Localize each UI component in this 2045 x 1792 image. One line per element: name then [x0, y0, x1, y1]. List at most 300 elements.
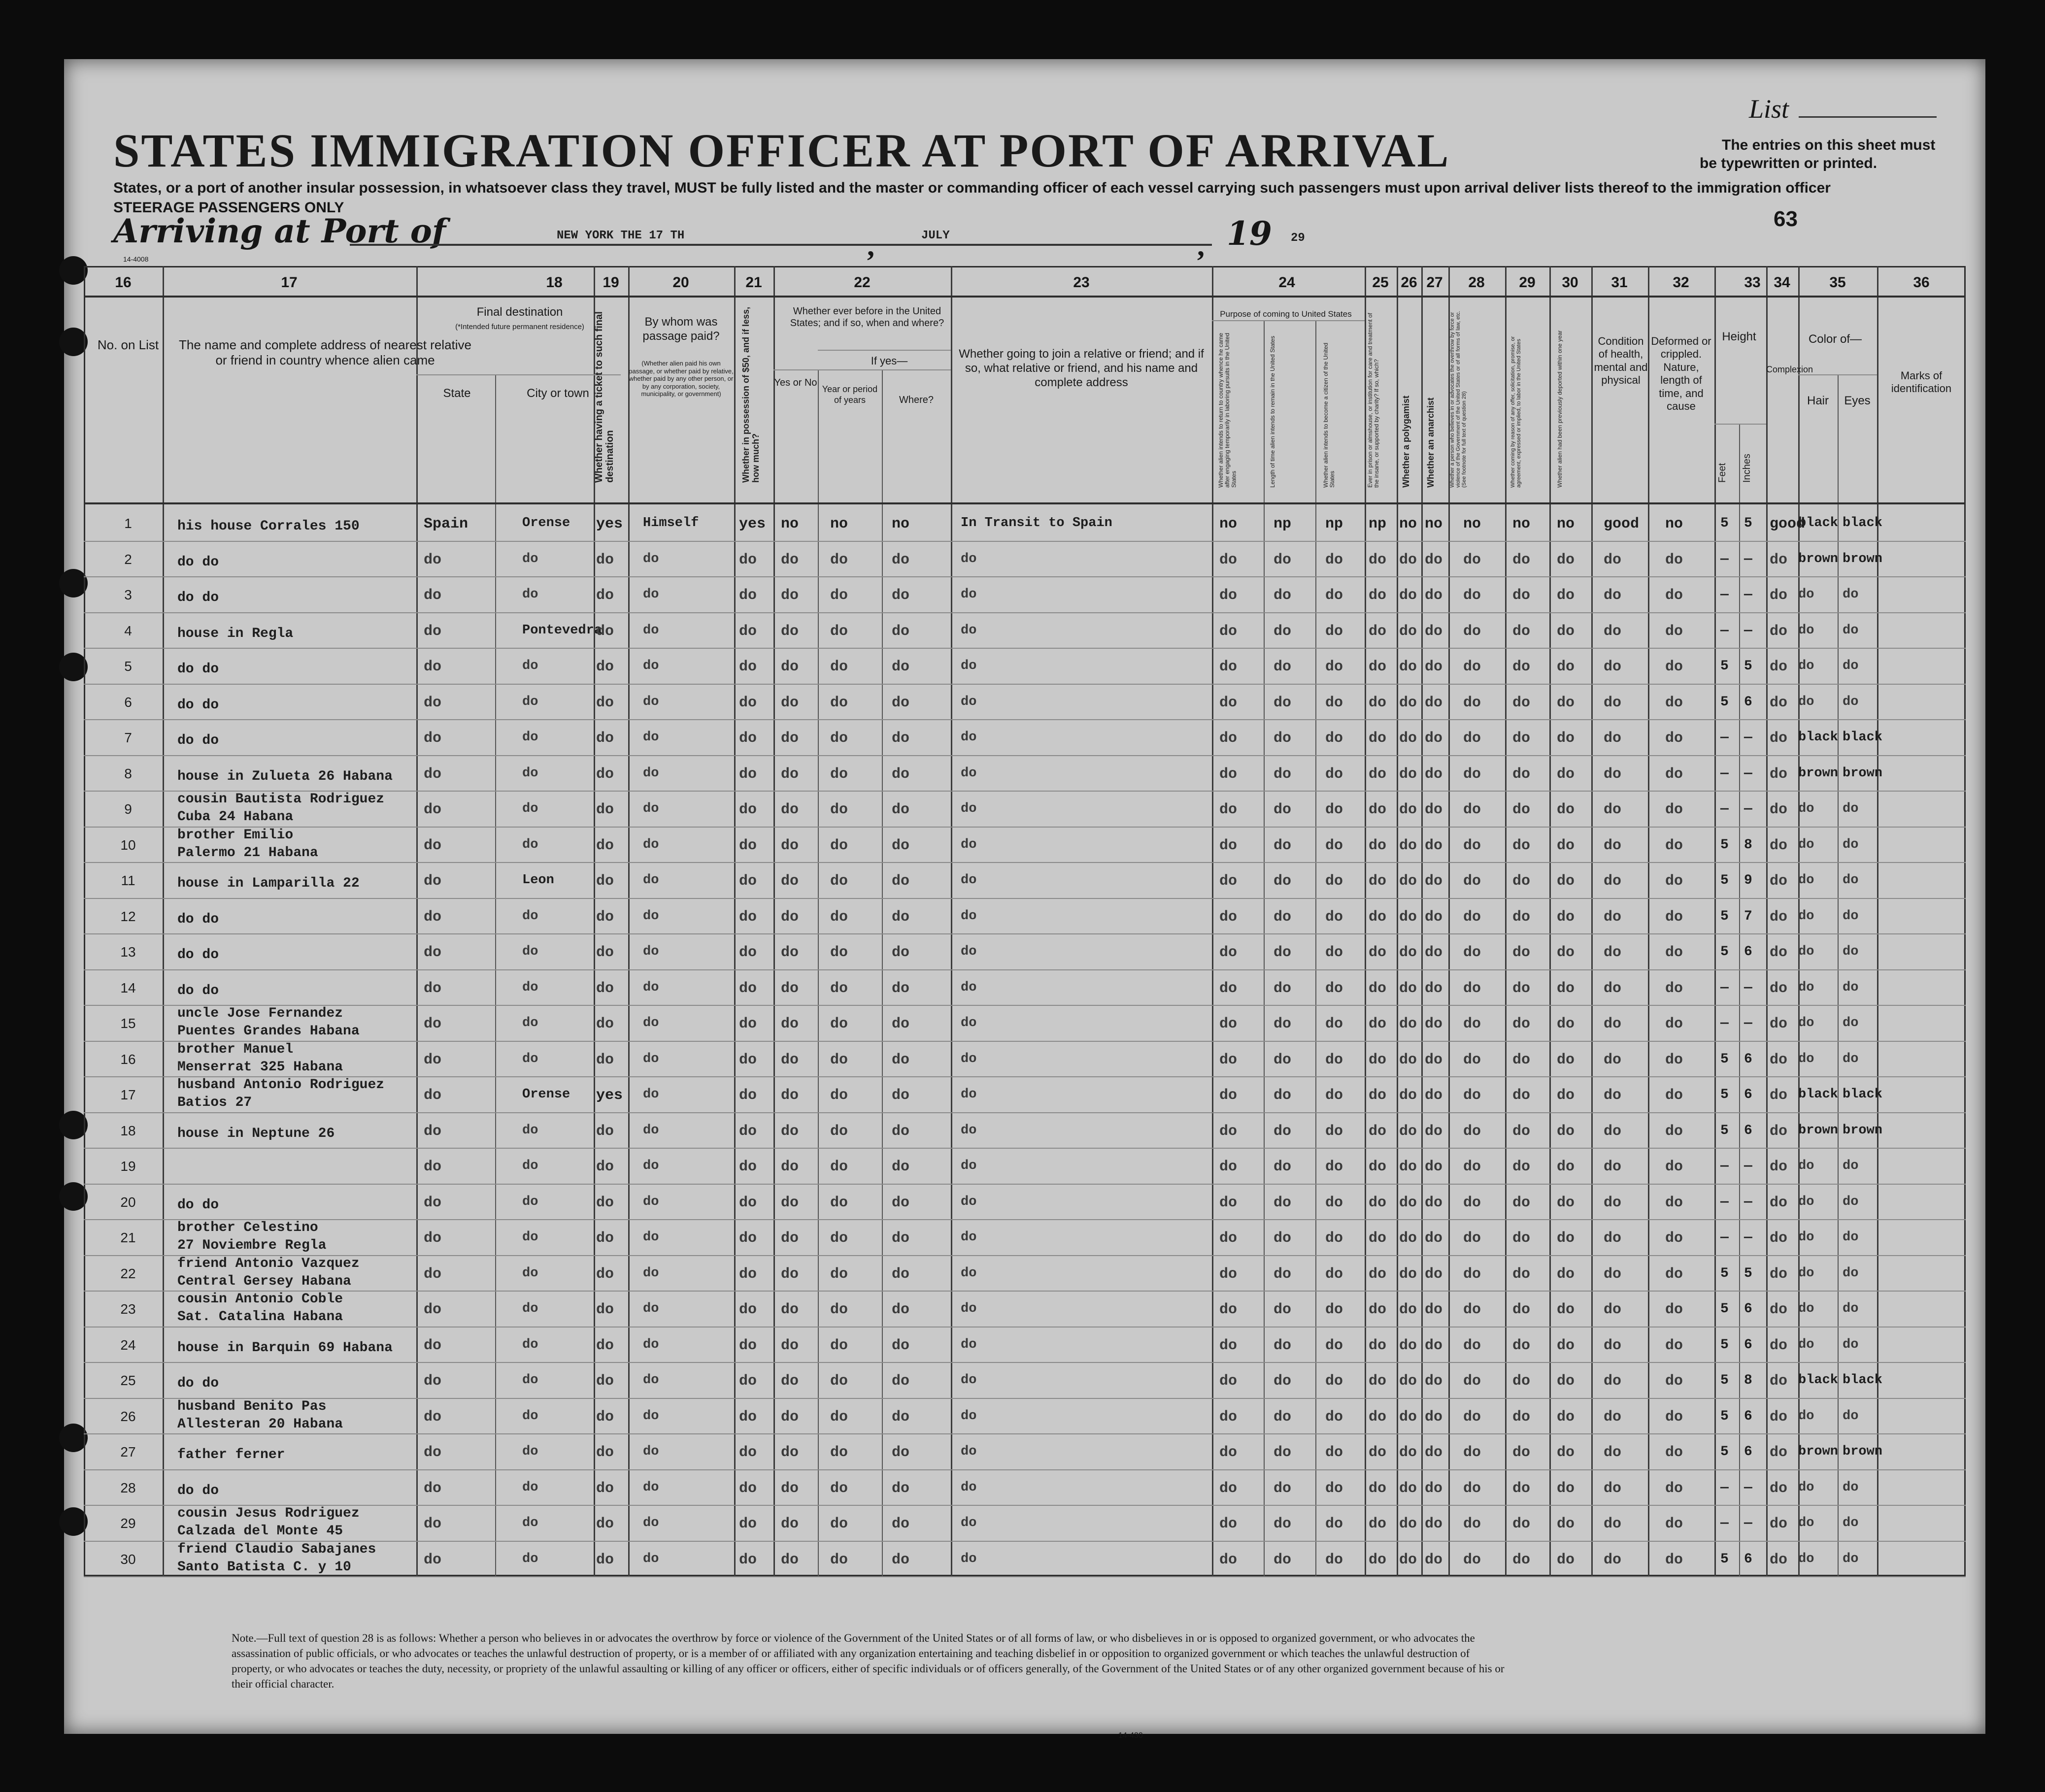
row-fifty-dollars: do — [739, 695, 757, 711]
row-join: do — [961, 980, 977, 995]
row-ever-before: do — [781, 1373, 799, 1390]
row-q30: do — [1557, 1409, 1575, 1426]
row-relative-name: do do — [177, 1197, 219, 1213]
row-purpose-c: do — [1325, 659, 1343, 675]
typewriter-note-1: The entries on this sheet must — [1722, 137, 1936, 153]
row-relative-address: Menserrat 325 Habana — [177, 1060, 343, 1075]
row-purpose-c: do — [1325, 873, 1343, 890]
row-height-inches: — — [1744, 552, 1752, 567]
row-complexion: do — [1770, 1195, 1788, 1211]
row-prison: do — [1369, 1337, 1387, 1354]
table-row — [64, 862, 1985, 898]
row-year-period: do — [830, 1123, 848, 1140]
row-number: 30 — [120, 1552, 136, 1567]
row-health: do — [1604, 1052, 1622, 1068]
row-deformed: do — [1665, 1409, 1683, 1426]
row-year-period: do — [830, 980, 848, 997]
table-row — [64, 1469, 1985, 1505]
row-join: do — [961, 1337, 977, 1352]
row-purpose-a: do — [1219, 1266, 1238, 1283]
row-ever-before: do — [781, 1159, 799, 1175]
row-year-period: do — [830, 1052, 848, 1068]
header-prison: Ever in prison or almshouse, or institution for care and treatment of the insane, or supported by charity? If so, which? — [1367, 313, 1380, 488]
row-hair: do — [1798, 1409, 1814, 1424]
row-q30: do — [1557, 1516, 1575, 1532]
row-q29: do — [1512, 587, 1531, 604]
row-fifty-dollars: do — [739, 1444, 757, 1461]
row-polygamist: do — [1399, 552, 1417, 568]
row-join: do — [961, 1230, 977, 1245]
row-ticket: do — [596, 1052, 614, 1068]
row-number: 18 — [120, 1123, 136, 1138]
row-where: do — [892, 980, 910, 997]
row-complexion: do — [1770, 944, 1788, 961]
row-number: 22 — [120, 1266, 136, 1281]
row-q30: do — [1557, 980, 1575, 997]
row-height-feet: 5 — [1720, 1373, 1729, 1388]
row-height-inches: — — [1744, 587, 1752, 602]
row-hair: black — [1798, 516, 1839, 531]
row-anarchist: do — [1425, 1230, 1443, 1247]
header-year-period: Year or period of years — [822, 384, 878, 405]
header-ever-before: Whether ever before in the United States; and if so, when and where? — [790, 306, 944, 329]
row-height-feet: 5 — [1720, 659, 1729, 674]
row-relative-name: do do — [177, 947, 219, 962]
row-fifty-dollars: do — [739, 944, 757, 961]
header-divider — [1714, 424, 1766, 425]
row-polygamist: do — [1399, 837, 1417, 854]
row-complexion: do — [1770, 1337, 1788, 1354]
row-eyes: do — [1843, 1480, 1859, 1495]
row-ticket: do — [596, 587, 614, 604]
row-fifty-dollars: do — [739, 730, 757, 747]
row-ticket: do — [596, 980, 614, 997]
row-health: do — [1604, 909, 1622, 926]
row-q30: do — [1557, 1016, 1575, 1032]
row-complexion: do — [1770, 623, 1788, 640]
row-ticket: do — [596, 1552, 614, 1568]
row-height-inches: — — [1744, 801, 1752, 817]
table-row — [64, 684, 1985, 720]
row-fifty-dollars: do — [739, 1123, 757, 1140]
row-prison: do — [1369, 1301, 1387, 1318]
row-ticket: do — [596, 766, 614, 783]
row-complexion: do — [1770, 552, 1788, 568]
row-year-period: do — [830, 1337, 848, 1354]
row-purpose-b: do — [1274, 873, 1292, 890]
header-final-destination-sub: (*Intended future permanent residence) — [455, 323, 584, 331]
row-health: do — [1604, 1480, 1622, 1497]
column-number: 20 — [672, 274, 689, 291]
row-eyes: brown — [1843, 552, 1883, 566]
row-state: do — [424, 1409, 442, 1426]
row-purpose-a: do — [1219, 552, 1238, 568]
row-fifty-dollars: do — [739, 1480, 757, 1497]
row-q28: do — [1463, 1480, 1481, 1497]
row-relative-name: do do — [177, 1376, 219, 1391]
row-purpose-c: do — [1325, 909, 1343, 926]
row-ticket: do — [596, 552, 614, 568]
row-ever-before: do — [781, 695, 799, 711]
row-relative-name: brother Manuel — [177, 1042, 294, 1057]
row-q28: do — [1463, 980, 1481, 997]
row-passage-paid: do — [643, 1444, 659, 1459]
row-ever-before: do — [781, 730, 799, 747]
row-relative-address: Calzada del Monte 45 — [177, 1524, 343, 1539]
table-row — [64, 1398, 1985, 1434]
row-city: do — [522, 1444, 538, 1459]
row-health: do — [1604, 1337, 1622, 1354]
row-anarchist: do — [1425, 587, 1443, 604]
row-q28: do — [1463, 1337, 1481, 1354]
row-number: 16 — [120, 1052, 136, 1067]
row-health: do — [1604, 1230, 1622, 1247]
table-row — [64, 1433, 1985, 1469]
row-state: do — [424, 1016, 442, 1032]
row-state: do — [424, 766, 442, 783]
row-fifty-dollars: do — [739, 659, 757, 675]
row-year-period: do — [830, 1552, 848, 1568]
row-q28: do — [1463, 1409, 1481, 1426]
row-polygamist: do — [1399, 623, 1417, 640]
column-number: 24 — [1278, 274, 1295, 291]
row-height-inches: 6 — [1744, 695, 1752, 710]
row-ever-before: no — [781, 516, 799, 532]
row-q28: do — [1463, 1230, 1481, 1247]
header-final-destination: Final destination — [476, 305, 563, 319]
row-purpose-a: do — [1219, 659, 1238, 675]
row-purpose-b: do — [1274, 766, 1292, 783]
row-prison: do — [1369, 1444, 1387, 1461]
row-eyes: do — [1843, 1552, 1859, 1566]
row-ticket: do — [596, 659, 614, 675]
row-q30: do — [1557, 801, 1575, 818]
row-polygamist: do — [1399, 1195, 1417, 1211]
row-q29: do — [1512, 766, 1531, 783]
row-purpose-b: do — [1274, 1301, 1292, 1318]
row-year-period: do — [830, 1516, 848, 1532]
row-prison: do — [1369, 837, 1387, 854]
row-height-feet: 5 — [1720, 516, 1729, 531]
row-ticket: do — [596, 1337, 614, 1354]
row-purpose-c: do — [1325, 1480, 1343, 1497]
row-q29: do — [1512, 730, 1531, 747]
row-ever-before: do — [781, 1409, 799, 1426]
row-prison: do — [1369, 1480, 1387, 1497]
row-purpose-b: do — [1274, 1016, 1292, 1032]
row-height-inches: 6 — [1744, 1301, 1752, 1317]
row-hair: black — [1798, 1087, 1839, 1102]
row-purpose-a: do — [1219, 1016, 1238, 1032]
row-q28: do — [1463, 730, 1481, 747]
header-fifty-dollars: Whether in possession of $50, and if less, how much? — [741, 306, 761, 483]
row-where: do — [892, 1480, 910, 1497]
row-number: 4 — [124, 623, 132, 638]
row-polygamist: do — [1399, 1230, 1417, 1247]
header-nearest-relative: The name and complete address of nearest relative or friend in country whence alien came — [178, 337, 471, 368]
row-purpose-b: do — [1274, 944, 1292, 961]
row-purpose-a: do — [1219, 623, 1238, 640]
row-ever-before: do — [781, 1195, 799, 1211]
row-purpose-c: do — [1325, 801, 1343, 818]
row-eyes: do — [1843, 873, 1859, 888]
row-height-inches: 9 — [1744, 873, 1752, 888]
row-health: do — [1604, 980, 1622, 997]
row-height-feet: 5 — [1720, 1087, 1729, 1102]
row-q30: do — [1557, 873, 1575, 890]
header-state: State — [443, 387, 471, 400]
row-q28: do — [1463, 837, 1481, 854]
table-row — [64, 1291, 1985, 1327]
row-eyes: do — [1843, 801, 1859, 816]
row-city: do — [522, 659, 538, 673]
row-eyes: brown — [1843, 1123, 1883, 1138]
column-number: 18 — [546, 274, 563, 291]
row-join: do — [961, 1195, 977, 1209]
row-number: 7 — [124, 730, 132, 745]
row-height-inches: — — [1744, 1480, 1752, 1495]
row-state: do — [424, 1266, 442, 1283]
row-deformed: do — [1665, 1195, 1683, 1211]
row-state: do — [424, 623, 442, 640]
row-height-feet: 5 — [1720, 873, 1729, 888]
row-anarchist: do — [1425, 1123, 1443, 1140]
row-q29: do — [1512, 801, 1531, 818]
row-relative-name: house in Zulueta 26 Habana — [177, 769, 393, 784]
row-complexion: do — [1770, 1301, 1788, 1318]
row-ticket: do — [596, 695, 614, 711]
row-purpose-b: do — [1274, 1409, 1292, 1426]
row-purpose-b: do — [1274, 1516, 1292, 1532]
row-relative-name: friend Claudio Sabajanes — [177, 1542, 376, 1557]
row-complexion: do — [1770, 659, 1788, 675]
row-prison: do — [1369, 1195, 1387, 1211]
row-relative-address: Santo Batista C. y 10 — [177, 1560, 351, 1575]
row-purpose-c: do — [1325, 1052, 1343, 1068]
row-year-period: do — [830, 1266, 848, 1283]
year-suffix: 29 — [1291, 232, 1305, 245]
row-deformed: do — [1665, 1480, 1683, 1497]
row-hair: do — [1798, 623, 1814, 638]
row-polygamist: do — [1399, 730, 1417, 747]
row-where: do — [892, 623, 910, 640]
row-q29: do — [1512, 1337, 1531, 1354]
row-join: do — [961, 801, 977, 816]
row-year-period: do — [830, 944, 848, 961]
row-polygamist: do — [1399, 766, 1417, 783]
row-q28: do — [1463, 1516, 1481, 1532]
row-join: do — [961, 944, 977, 959]
row-hair: do — [1798, 873, 1814, 888]
row-where: do — [892, 1230, 910, 1247]
header-yes-no: Yes or No — [774, 377, 817, 388]
row-hair: do — [1798, 1052, 1814, 1066]
row-anarchist: do — [1425, 1159, 1443, 1175]
row-passage-paid: do — [643, 909, 659, 924]
row-where: do — [892, 1159, 910, 1175]
row-deformed: do — [1665, 1087, 1683, 1104]
arriving-label: Arriving at Port of — [113, 212, 446, 250]
row-height-inches: — — [1744, 766, 1752, 781]
row-hair: do — [1798, 801, 1814, 816]
steerage-label: STEERAGE PASSENGERS ONLY — [113, 199, 344, 216]
row-q28: do — [1463, 1123, 1481, 1140]
row-deformed: do — [1665, 944, 1683, 961]
row-prison: do — [1369, 1159, 1387, 1175]
row-purpose-a: no — [1219, 516, 1238, 532]
row-year-period: do — [830, 1016, 848, 1032]
row-passage-paid: do — [643, 695, 659, 709]
row-year-period: do — [830, 1195, 848, 1211]
row-purpose-a: do — [1219, 1337, 1238, 1354]
row-prison: do — [1369, 1087, 1387, 1104]
row-prison: do — [1369, 1230, 1387, 1247]
row-purpose-a: do — [1219, 1087, 1238, 1104]
row-q28: do — [1463, 909, 1481, 926]
row-health: do — [1604, 837, 1622, 854]
row-purpose-a: do — [1219, 766, 1238, 783]
row-city: do — [522, 552, 538, 566]
row-q28: do — [1463, 1444, 1481, 1461]
row-purpose-b: do — [1274, 659, 1292, 675]
row-number: 19 — [120, 1159, 136, 1174]
row-height-feet: 5 — [1720, 1123, 1729, 1138]
row-purpose-a: do — [1219, 730, 1238, 747]
row-ever-before: do — [781, 1480, 799, 1497]
table-row — [64, 719, 1985, 755]
row-q30: do — [1557, 766, 1575, 783]
table-row — [64, 1076, 1985, 1112]
row-polygamist: do — [1399, 1052, 1417, 1068]
row-health: do — [1604, 1087, 1622, 1104]
row-health: do — [1604, 801, 1622, 818]
row-state: do — [424, 1052, 442, 1068]
row-city: do — [522, 1159, 538, 1173]
row-eyes: do — [1843, 659, 1859, 673]
row-relative-name: do do — [177, 555, 219, 570]
page-number: 63 — [1774, 207, 1798, 231]
row-prison: do — [1369, 552, 1387, 568]
row-height-feet: 5 — [1720, 695, 1729, 710]
row-year-period: do — [830, 552, 848, 568]
row-prison: do — [1369, 944, 1387, 961]
table-row — [64, 1541, 1985, 1577]
header-divider — [773, 369, 951, 370]
row-passage-paid: do — [643, 873, 659, 888]
row-hair: do — [1798, 1301, 1814, 1316]
row-state: do — [424, 1480, 442, 1497]
row-fifty-dollars: do — [739, 909, 757, 926]
row-relative-name: house in Regla — [177, 626, 294, 641]
row-fifty-dollars: do — [739, 1409, 757, 1426]
row-complexion: do — [1770, 1409, 1788, 1426]
table-row — [64, 576, 1985, 612]
header-no-on-list: No. on List — [97, 337, 159, 352]
row-height-feet: — — [1720, 1016, 1729, 1031]
row-height-feet: 5 — [1720, 837, 1729, 853]
row-number: 5 — [124, 659, 132, 674]
row-height-inches: 6 — [1744, 1123, 1752, 1138]
row-polygamist: do — [1399, 1016, 1417, 1032]
row-q29: do — [1512, 1266, 1531, 1283]
row-relative-address: Batios 27 — [177, 1095, 252, 1110]
row-ever-before: do — [781, 1123, 799, 1140]
row-hair: do — [1798, 944, 1814, 959]
row-complexion: do — [1770, 1480, 1788, 1497]
row-q30: do — [1557, 1230, 1575, 1247]
header-purpose: Purpose of coming to United States — [1220, 309, 1352, 319]
row-height-inches: 6 — [1744, 944, 1752, 960]
row-purpose-c: do — [1325, 1266, 1343, 1283]
form-title: STATES IMMIGRATION OFFICER AT PORT OF ARRIVAL — [113, 124, 1450, 177]
row-ever-before: do — [781, 873, 799, 890]
row-passage-paid: do — [643, 1480, 659, 1495]
row-eyes: do — [1843, 1195, 1859, 1209]
row-year-period: do — [830, 1373, 848, 1390]
row-deformed: do — [1665, 1159, 1683, 1175]
row-relative-address: Puentes Grandes Habana — [177, 1024, 360, 1039]
row-fifty-dollars: do — [739, 873, 757, 890]
row-hair: black — [1798, 1373, 1839, 1388]
row-polygamist: do — [1399, 1373, 1417, 1390]
row-city: do — [522, 587, 538, 602]
row-deformed: do — [1665, 587, 1683, 604]
row-purpose-c: do — [1325, 1301, 1343, 1318]
row-health: do — [1604, 1444, 1622, 1461]
row-purpose-a: do — [1219, 1230, 1238, 1247]
row-city: do — [522, 766, 538, 781]
row-anarchist: do — [1425, 1337, 1443, 1354]
row-relative-name: do do — [177, 912, 219, 927]
row-where: do — [892, 1087, 910, 1104]
row-number: 29 — [120, 1516, 136, 1531]
table-row — [64, 791, 1985, 827]
row-purpose-c: do — [1325, 1159, 1343, 1175]
row-year-period: do — [830, 587, 848, 604]
header-passage-paid: By whom was passage paid? — [642, 315, 720, 343]
table-row — [64, 1184, 1985, 1220]
row-height-feet: 5 — [1720, 1266, 1729, 1281]
row-complexion: do — [1770, 1552, 1788, 1568]
row-complexion: do — [1770, 1373, 1788, 1390]
row-join: do — [961, 873, 977, 888]
header-eyes: Eyes — [1844, 394, 1871, 407]
row-q29: do — [1512, 1301, 1531, 1318]
header-health: Condition of health, mental and physical — [1594, 335, 1648, 387]
row-join: do — [961, 766, 977, 781]
row-eyes: do — [1843, 837, 1859, 852]
table-row — [64, 612, 1985, 648]
row-purpose-c: do — [1325, 1337, 1343, 1354]
row-ticket: do — [596, 730, 614, 747]
row-fifty-dollars: do — [739, 552, 757, 568]
table-row — [64, 1041, 1985, 1077]
row-complexion: do — [1770, 1266, 1788, 1283]
row-fifty-dollars: do — [739, 766, 757, 783]
table-row — [64, 827, 1985, 863]
row-join: do — [961, 1159, 977, 1173]
row-height-inches: — — [1744, 1016, 1752, 1031]
row-where: do — [892, 909, 910, 926]
row-ticket: do — [596, 1373, 614, 1390]
row-q30: do — [1557, 1087, 1575, 1104]
row-purpose-b: do — [1274, 1123, 1292, 1140]
row-deformed: do — [1665, 659, 1683, 675]
list-label: List — [1749, 94, 1937, 124]
column-number: 23 — [1073, 274, 1090, 291]
row-purpose-b: do — [1274, 801, 1292, 818]
row-ticket: yes — [596, 1087, 623, 1104]
